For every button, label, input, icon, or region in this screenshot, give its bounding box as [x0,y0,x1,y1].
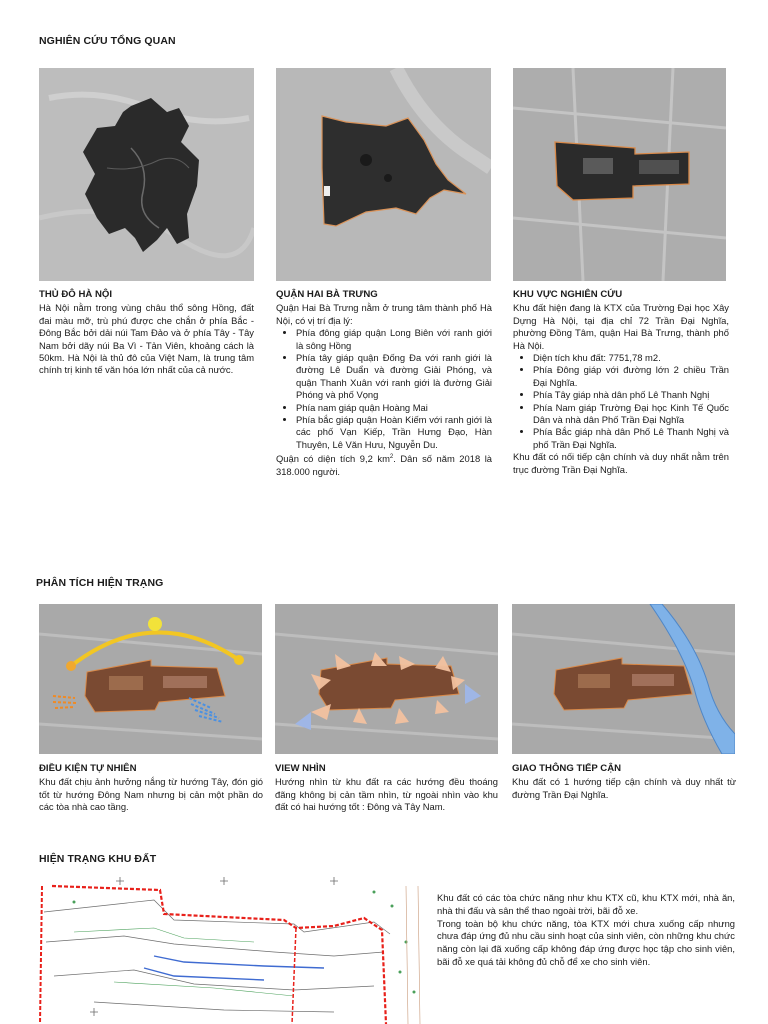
analysis-view [275,763,498,814]
site-description [437,892,735,969]
overview-study-heading: KHU VỰC NGHIÊN CỨU [513,289,623,300]
overview-study-list [513,352,729,451]
analysis-traffic-heading: GIAO THÔNG TIẾP CẬN [512,763,622,774]
overview-district-heading: QUẬN HAI BÀ TRƯNG [276,289,378,300]
natural-conditions-image [39,604,262,754]
overview-district-outro: Quận có diện tích 9,2 $km^2$. Dân số năm 2018 là 318.000 người. [276,453,492,477]
analysis-natural-heading: ĐIỀU KIỆN TỰ NHIÊN [39,763,137,774]
section-title-site: HIỆN TRẠNG KHU ĐẤT [39,853,157,865]
analysis-view-heading: VIEW NHÌN [275,763,326,774]
analysis-natural [39,763,263,814]
study-area-image [513,68,726,281]
overview-district [276,289,492,478]
site-survey-plan [34,872,430,1024]
overview-hanoi [39,289,254,377]
site-description-p2: Trong toàn bộ khu chức năng, tòa KTX mới chưa xuống cấp nhưng chưa đáp ứng đủ nhu cầu sinh hoạt của sinh viên, còn những khu chức năng còn lại đã xuống cấp không đáp ứng được học tập cho sinh viên, bãi đỗ xe quá tải không đủ chỗ để xe cho sinh viên. [437,917,735,967]
overview-hanoi-heading: THỦ ĐÔ HÀ NỘI [39,289,113,300]
list-item: • Phía tây giáp quận Đống Đa với ranh giới là đường Lê Duẩn và đường Giải Phóng, và quận Thanh Xuân với ranh giới là đường Giải Phóng và phố Vọng [296,352,492,402]
overview-district-intro: Quận Hai Bà Trưng nằm ở trung tâm thành phố Hà Nội, có vị trí địa lý: [276,302,492,326]
site-description-p1: Khu đất có các tòa chức năng như khu KTX cũ, khu KTX mới, nhà ăn, nhà thi đấu và sân thể thao ngoài trời, bãi đỗ xe. [437,892,735,916]
list-item: • Phía Nam giáp Trường Đại học Kinh Tế Quốc Dân và nhà dân Phố Trần Đại Nghĩa [533,402,729,427]
list-item: • Phía Tây giáp nhà dân phố Lê Thanh Nghị [533,389,729,401]
list-item: • Phía đông giáp quận Long Biên với ranh giới là sông Hồng [296,327,492,352]
section-title-analysis: PHÂN TÍCH HIỆN TRẠNG [36,577,164,589]
overview-study-area [513,289,729,476]
hanoi-map-image [39,68,254,281]
analysis-traffic-body: Khu đất có 1 hướng tiếp cận chính và duy nhất từ đường Trần Đại Nghĩa. [512,776,736,800]
overview-study-intro: Khu đất hiện đang là KTX của Trường Đại học Xây Dựng Hà Nội, tại địa chỉ 72 Trần Đại Nghĩa, phường Đồng Tâm, quận Hai Bà Trưng, thành phố Hà Nội. [513,302,729,351]
overview-study-outro: Khu đất có nối tiếp cận chính và duy nhất nằm trên trục đường Trần Đại Nghĩa. [513,451,729,475]
access-traffic-image [512,604,735,754]
overview-district-list [276,327,492,451]
list-item: • Phía bắc giáp quận Hoàn Kiếm với ranh giới là các phố Vạn Kiếp, Trần Hưng Đạo, Hàn Thuyên, Lê Văn Hưu, Nguyễn Du. [296,414,492,451]
analysis-view-body: Hướng nhìn từ khu đất ra các hướng đều thoáng đãng không bị cản tầm nhìn, từ ngoài nhìn vào khu đất có hai hướng tốt : Đông và Tây Nam. [275,776,498,813]
list-item: • Phía Đông giáp với đường lớn 2 chiều Trần Đại Nghĩa. [533,364,729,389]
view-analysis-image [275,604,498,754]
list-item: • Diện tích khu đất: 7751,78 m2. [533,352,729,364]
hai-ba-trung-map-image [276,68,491,281]
section-title-overview: NGHIÊN CỨU TỔNG QUAN [39,35,176,47]
list-item: • Phía nam giáp quận Hoàng Mai [296,402,492,414]
overview-hanoi-body: Hà Nội nằm trong vùng châu thổ sông Hồng, đất đai màu mỡ, trù phú được che chắn ở phía Bắc - Đông Bắc bởi dải núi Tam Đảo và ở phía Tây - Tây Nam bởi dãy núi Ba Vì - Tản Viên, khoảng cách là 50km. Hà Nội là thủ đô của Việt Nam, là trung tâm chính trị kinh tế văn hóa lớn nhất của cả nước. [39,302,254,376]
analysis-natural-body: Khu đất chịu ảnh hưởng nắng từ hướng Tây, đón gió tốt từ hướng Đông Nam nhưng bị cản một phần do các tòa nhà cao tầng. [39,776,263,813]
analysis-traffic [512,763,736,801]
list-item: • Phía Bắc giáp nhà dân Phố Lê Thanh Nghị và phố Trần Đại Nghĩa. [533,426,729,451]
